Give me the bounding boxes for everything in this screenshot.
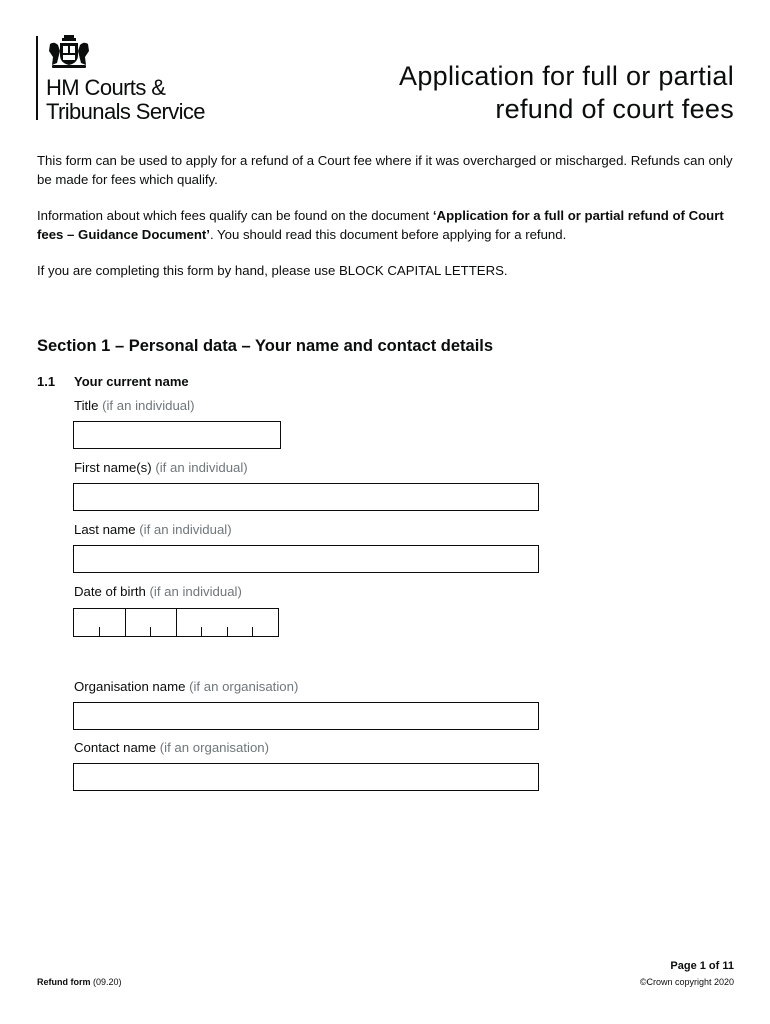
- title-line2: refund of court fees: [495, 94, 734, 124]
- hmcts-logo: [36, 34, 256, 124]
- organisation-name: [46, 76, 205, 124]
- dob-digit-tick: [99, 627, 100, 636]
- section-1-title: Section 1 – Personal data – Your name and contact details: [37, 337, 494, 355]
- contact-name-hint: (if an organisation): [159, 740, 270, 755]
- page-number: Page 1 of 11: [670, 960, 734, 972]
- guidance-document-name: ‘Application for a full or partial refund of Court fees – Guidance Document’: [37, 208, 724, 242]
- intro-paragraph-3: If you are completing this form by hand, please use BLOCK CAPITAL LETTERS.: [37, 263, 508, 278]
- org-name-line1: HM Courts &: [46, 75, 166, 100]
- org-name-line2: Tribunals Service: [46, 99, 205, 124]
- dob-digit-tick: [227, 627, 228, 636]
- dob-month-year-divider: [176, 609, 177, 636]
- dob-label: [74, 584, 242, 599]
- form-version: (09.20): [93, 977, 122, 987]
- dob-digit-tick: [201, 627, 202, 636]
- question-number: 1.1: [37, 374, 56, 389]
- intro-p2-start: Information about which fees qualify can be found on the document: [37, 208, 433, 223]
- dob-day-month-divider: [125, 609, 126, 636]
- date-of-birth-input[interactable]: [73, 608, 279, 637]
- title-input[interactable]: [73, 421, 281, 449]
- contact-name-label: [74, 740, 269, 755]
- intro-paragraph-1: This form can be used to apply for a refund of a Court fee where if it was overcharged or mischarged. Refunds can only be made for fees which qualify.: [37, 153, 733, 187]
- document-title: [399, 60, 734, 126]
- contact-name-input[interactable]: [73, 763, 539, 791]
- intro-paragraph-2: [37, 207, 737, 244]
- first-name-input[interactable]: [73, 483, 539, 511]
- last-name-hint: (if an individual): [139, 522, 232, 537]
- form-reference: [37, 977, 122, 987]
- dob-digit-tick: [252, 627, 253, 636]
- title-label: [74, 398, 194, 413]
- dob-hint: (if an individual): [149, 584, 242, 599]
- org-name-label-text: Organisation name: [74, 679, 186, 694]
- dob-digit-tick: [150, 627, 151, 636]
- dob-label-text: Date of birth: [74, 584, 146, 599]
- intro-p2-end: . You should read this document before applying for a refund.: [209, 226, 567, 242]
- last-name-label-text: Last name: [74, 522, 136, 537]
- first-name-label-text: First name(s): [74, 460, 152, 475]
- organisation-name-input[interactable]: [73, 702, 539, 730]
- title-line1: Application for full or partial: [399, 61, 734, 91]
- last-name-label: [74, 522, 232, 537]
- org-name-hint: (if an organisation): [189, 679, 299, 694]
- copyright: ©Crown copyright 2020: [639, 977, 734, 987]
- first-name-label: [74, 460, 248, 475]
- last-name-input[interactable]: [73, 545, 539, 573]
- contact-name-label-text: Contact name: [74, 740, 157, 755]
- org-name-label: [74, 679, 298, 694]
- title-label-text: Title: [74, 398, 99, 413]
- royal-crest-icon: [46, 34, 92, 70]
- title-hint: (if an individual): [102, 398, 195, 413]
- form-name: Refund form: [37, 977, 91, 987]
- first-name-hint: (if an individual): [155, 460, 248, 475]
- logo-divider: [36, 36, 38, 120]
- intro-text: [37, 152, 737, 299]
- question-title: Your current name: [74, 374, 189, 389]
